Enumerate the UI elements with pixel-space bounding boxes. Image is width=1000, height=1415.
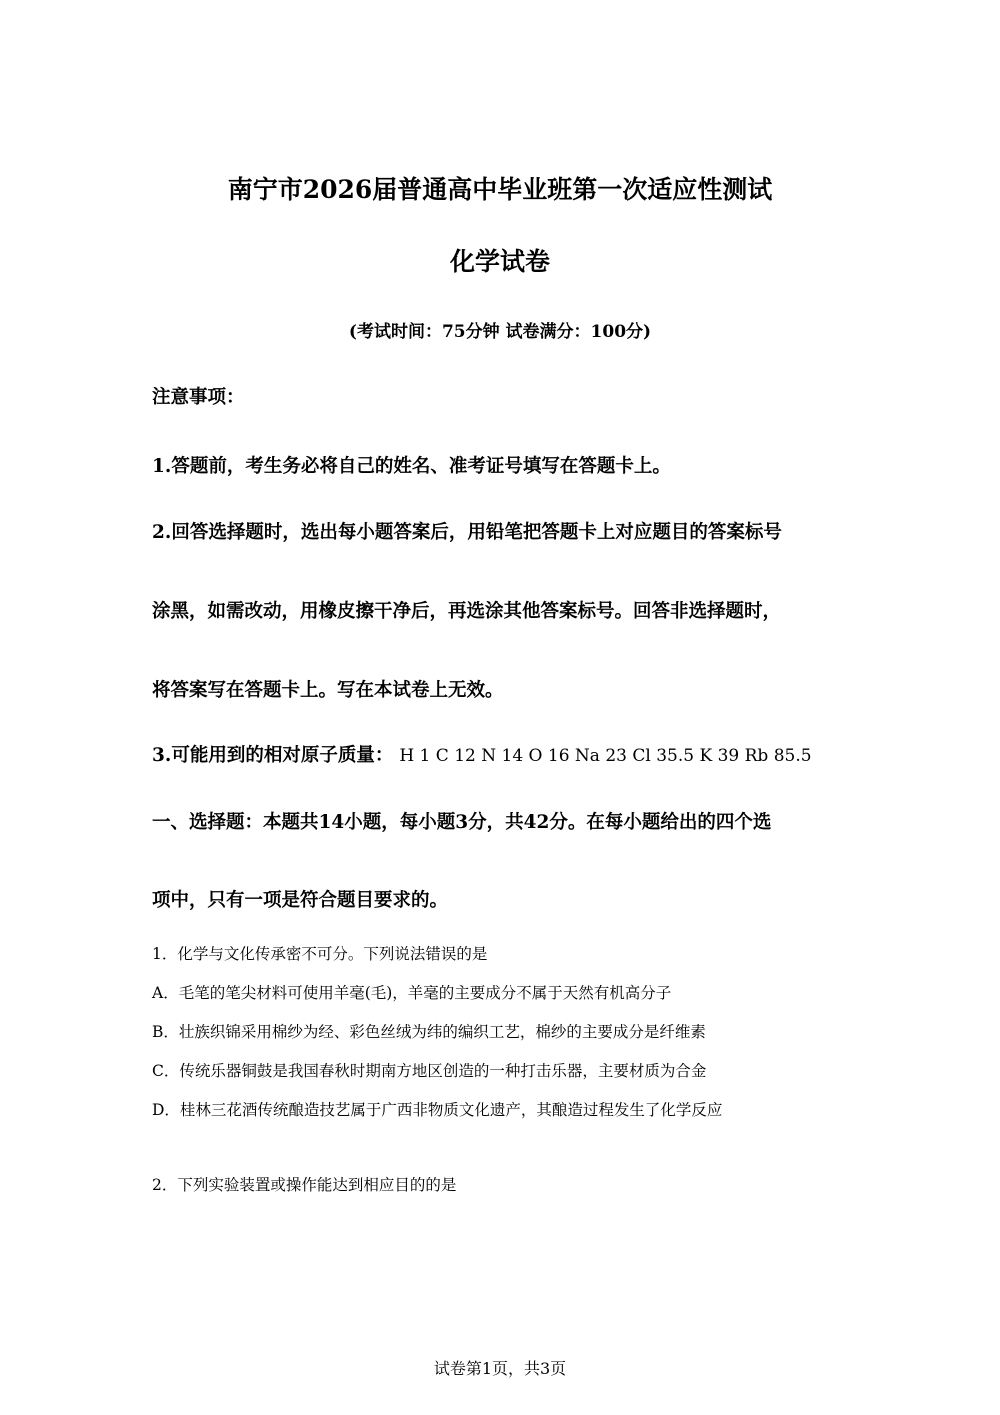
notice-heading: 注意事项：	[152, 387, 245, 408]
notice-item-3	[152, 741, 812, 767]
notice-item-2-line-1: 2.回答选择题时，选出每小题答案后，用铅笔把答题卡上对应题目的答案标号	[152, 522, 782, 543]
question-2-stem: 2．下列实验装置或操作能达到相应目的的是	[152, 1176, 457, 1194]
page-footer: 试卷第1页，共3页	[433, 1359, 567, 1378]
atomic-mass-label: 3.可能用到的相对原子质量：	[152, 745, 394, 766]
question-1-option-c: C．传统乐器铜鼓是我国春秋时期南方地区创造的一种打击乐器，主要材质为合金	[152, 1062, 707, 1080]
exam-title: 南宁市2026届普通高中毕业班第一次适应性测试	[227, 175, 773, 204]
section-1-heading-line-2: 项中，只有一项是符合题目要求的。	[152, 890, 449, 911]
subject-title: 化学试卷	[449, 247, 550, 276]
question-1-option-b: B．壮族织锦采用棉纱为经、彩色丝绒为纬的编织工艺，棉纱的主要成分是纤维素	[152, 1023, 706, 1041]
section-1-heading-line-1: 一、选择题：本题共14小题，每小题3分，共42分。在每小题给出的四个选	[152, 812, 772, 833]
notice-item-2-line-3: 将答案写在答题卡上。写在本试卷上无效。	[152, 680, 504, 701]
question-1-option-a: A．毛笔的笔尖材料可使用羊毫(毛)，羊毫的主要成分不属于天然有机高分子	[152, 984, 672, 1002]
question-1-stem: 1．化学与文化传承密不可分。下列说法错误的是	[152, 945, 488, 963]
notice-item-1: 1.答题前，考生务必将自己的姓名、准考证号填写在答题卡上。	[152, 456, 671, 477]
atomic-mass-values: H 1 C 12 N 14 O 16 Na 23 Cl 35.5 K 39 Rb 85.5	[399, 746, 812, 766]
exam-time-info: (考试时间：75分钟 试卷满分：100分)	[348, 322, 652, 342]
notice-item-2-line-2: 涂黑，如需改动，用橡皮擦干净后，再选涂其他答案标号。回答非选择题时，	[152, 601, 782, 622]
question-1-option-d: D．桂林三花酒传统酿造技艺属于广西非物质文化遗产，其酿造过程发生了化学反应	[152, 1101, 723, 1119]
